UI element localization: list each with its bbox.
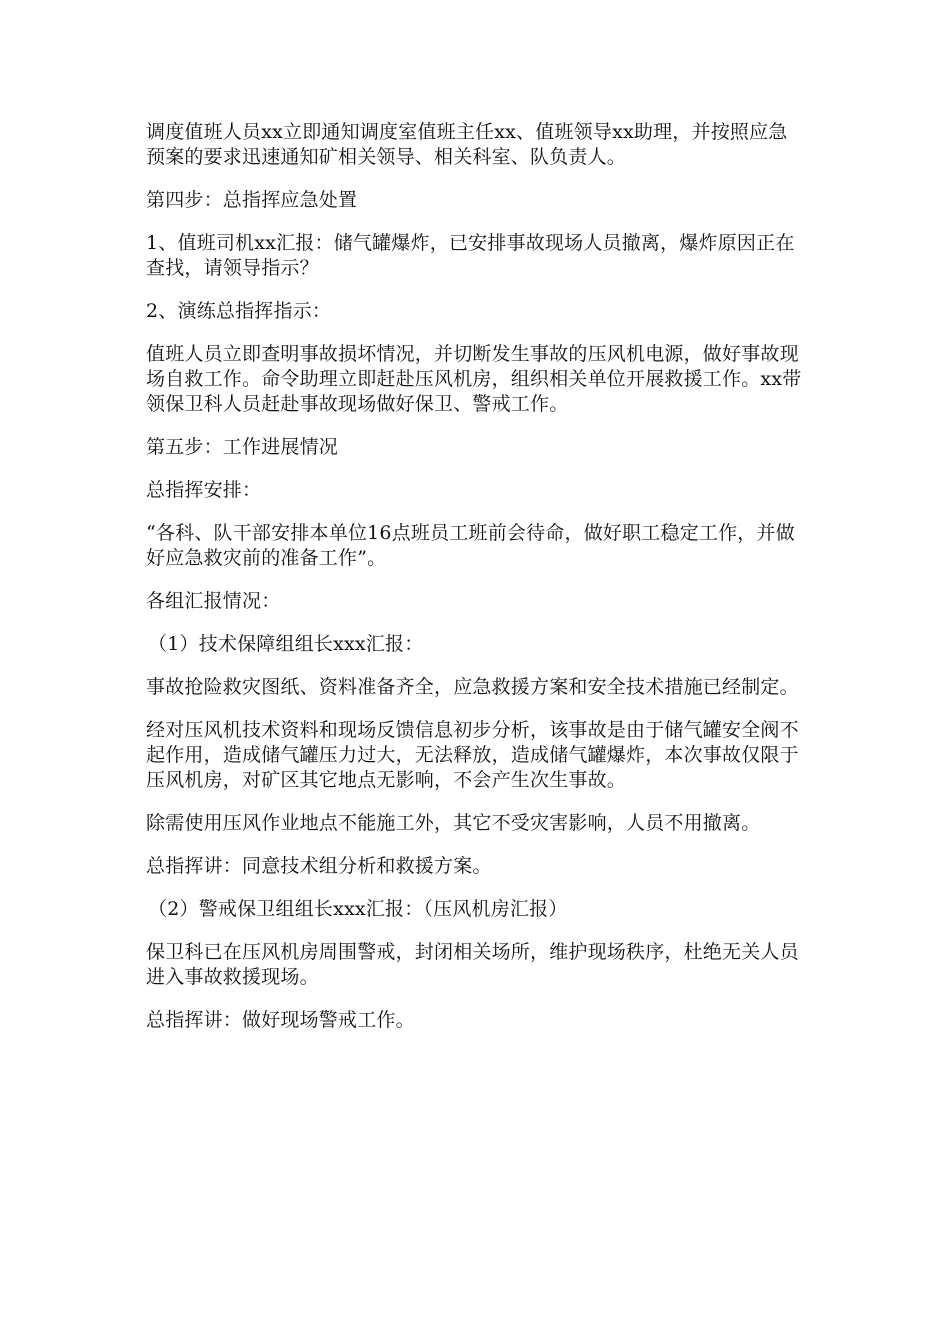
paragraph-commander-instruction: 2、演练总指挥指示：: [146, 300, 332, 322]
heading-step-five: 第五步：工作进展情况: [146, 436, 339, 458]
paragraph-commander-security: 总指挥讲：做好现场警戒工作。: [146, 1009, 415, 1031]
paragraph-commander-agrees: 总指挥讲：同意技术组分析和救援方案。: [146, 855, 492, 877]
paragraph-security-group-report: （2）警戒保卫组组长xxx汇报：（压风机房汇报）: [148, 898, 568, 920]
heading-step-four: 第四步：总指挥应急处置: [146, 189, 358, 211]
paragraph-analysis: 经对压风机技术资料和现场反馈信息初步分析，该事故是由于储气罐安全阀不起作用，造成储气罐压力过大，无法释放，造成储气罐爆炸，本次事故仅限于压风机房，对矿区其它地点无影响，不会产生次生事故。: [146, 719, 799, 791]
paragraph-tech-group-report: （1）技术保障组组长xxx汇报：: [148, 633, 424, 655]
paragraph-group-reports: 各组汇报情况：: [146, 590, 281, 612]
paragraph-driver-report: 1、值班司机xx汇报：储气罐爆炸，已安排事故现场人员撤离，爆炸原因正在查找，请领导指示？: [146, 232, 795, 279]
paragraph-security-actions: 保卫科已在压风机房周围警戒，封闭相关场所，维护现场秩序，杜绝无关人员进入事故救援现场。: [146, 941, 799, 988]
document-body: [146, 120, 806, 1051]
paragraph-drawings-ready: 事故抢险救灾图纸、资料准备齐全，应急救援方案和安全技术措施已经制定。: [146, 676, 799, 698]
paragraph-duty-actions: 值班人员立即查明事故损坏情况，并切断发生事故的压风机电源，做好事故现场自救工作。命令助理立即赶赴压风机房，组织相关单位开展救援工作。xx带领保卫科人员赶赴事故现场做好保卫、警戒工作。: [146, 343, 802, 415]
paragraph-no-evacuation: 除需使用压风作业地点不能施工外，其它不受灾害影响，人员不用撤离。: [146, 812, 761, 834]
paragraph-quote-arrangement: “各科、队干部安排本单位16点班员工班前会待命，做好职工稳定工作，并做好应急救灾前的准备工作”。: [146, 522, 795, 569]
paragraph-commander-arrangement: 总指挥安排：: [146, 479, 262, 501]
paragraph-notify-duty: 调度值班人员xx立即通知调度室值班主任xx、值班领导xx助理，并按照应急预案的要求迅速通知矿相关领导、相关科室、队负责人。: [146, 121, 788, 168]
